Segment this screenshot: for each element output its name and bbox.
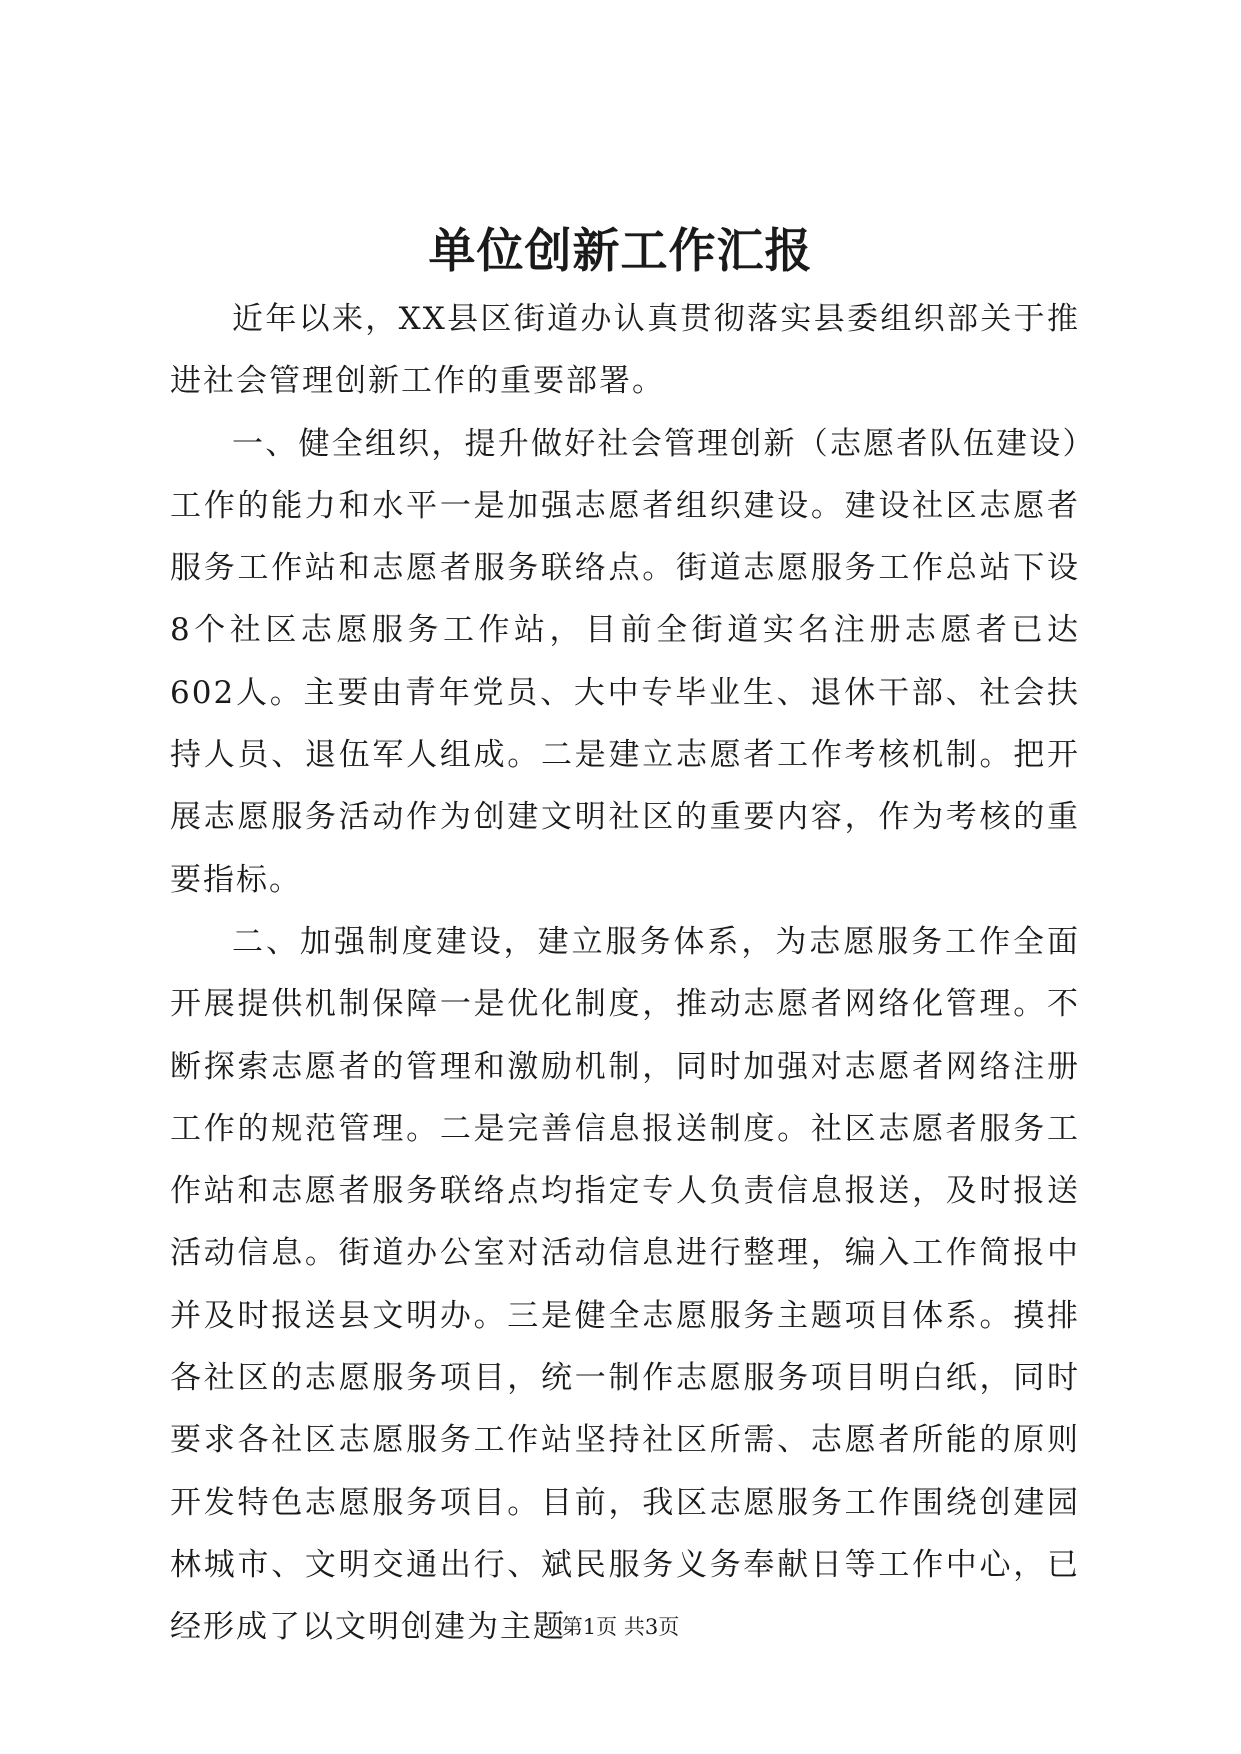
paragraph-section-2: 二、加强制度建设，建立服务体系，为志愿服务工作全面开展提供机制保障一是优化制度，推动志愿者网络化管理。不断探索志愿者的管理和激励机制，同时加强对志愿者网络注册工作的规范管理。二是完善信息报送制度。社区志愿者服务工作站和志愿者服务联络点均指定专人负责信息报送，及时报送活动信息。街道办公室对活动信息进行整理，编入工作简报中并及时报送县文明办。三是健全志愿服务主题项目体系。摸排各社区的志愿服务项目，统一制作志愿服务项目明白纸，同时要求各社区志愿服务工作站坚持社区所需、志愿者所能的原则开发特色志愿服务项目。目前，我区志愿服务工作围绕创建园林城市、文明交通出行、斌民服务义务奉献日等工作中心，已经形成了以文明创建为主题 [170,923,1080,1646]
paragraph-intro: 近年以来，XX县区街道办认真贯彻落实县委组织部关于推进社会管理创新工作的重要部署。 [170,301,1080,400]
document-title: 单位创新工作汇报 [428,224,813,279]
document-body [170,288,1080,1659]
paragraph-section-1: 一、健全组织，提升做好社会管理创新（志愿者队伍建设）工作的能力和水平一是加强志愿者组织建设。建设社区志愿者服务工作站和志愿者服务联络点。街道志愿服务工作总站下设8个社区志愿服务工作站，目前全街道实名注册志愿者已达602人。主要由青年党员、大中专毕业生、退休干部、社会扶持人员、退伍军人组成。二是建立志愿者工作考核机制。把开展志愿服务活动作为创建文明社区的重要内容，作为考核的重要指标。 [170,425,1080,898]
page-number-footer: 第1页 共3页 [561,1615,680,1639]
